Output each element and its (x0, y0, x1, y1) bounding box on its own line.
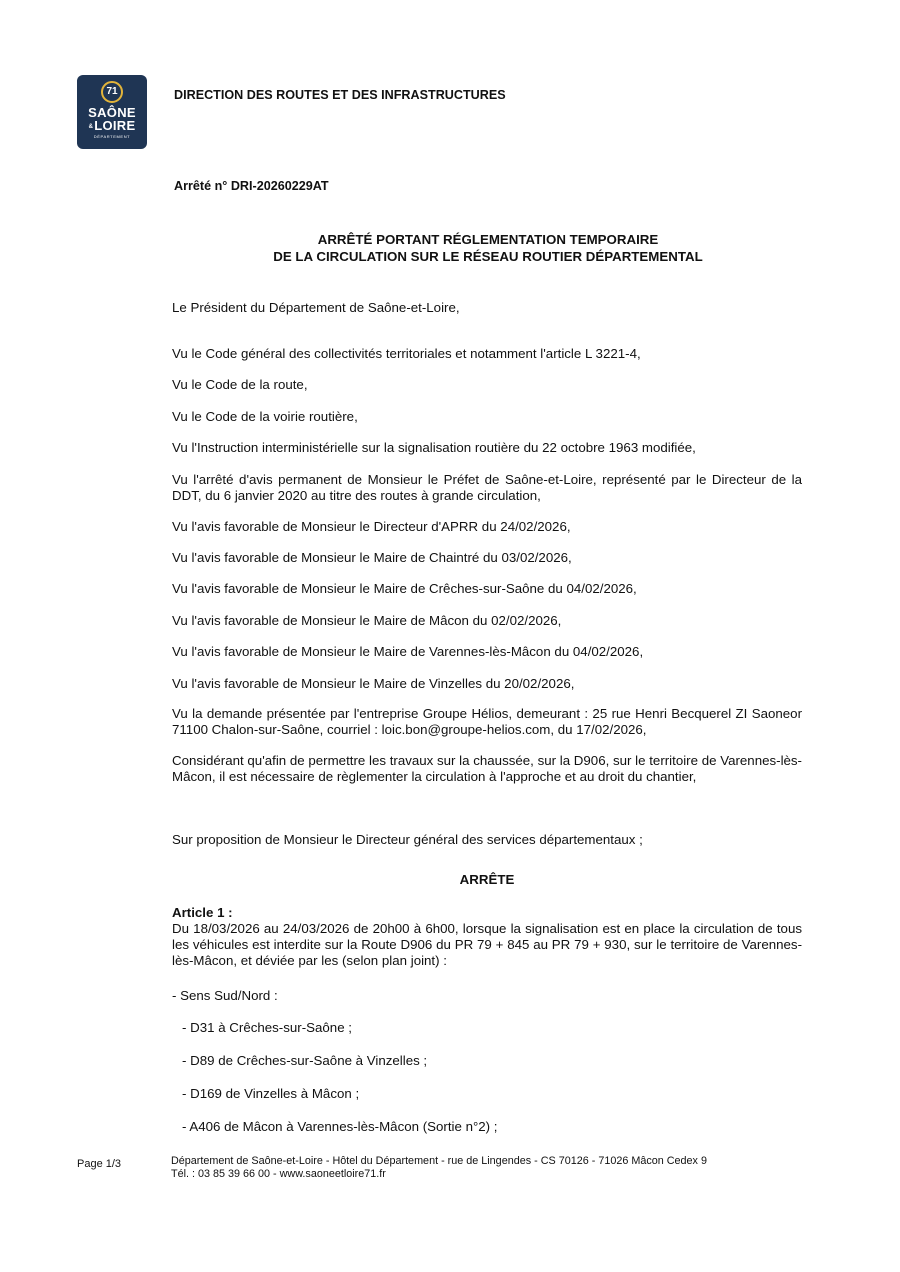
visa-avis-varennes: Vu l'avis favorable de Monsieur le Maire de Varennes-lès-Mâcon du 04/02/2026, (172, 644, 644, 659)
visa-code-voirie: Vu le Code de la voirie routière, (172, 409, 358, 424)
header-direction: DIRECTION DES ROUTES ET DES INFRASTRUCTURES (174, 88, 506, 102)
detour-route-item: - D31 à Crêches-sur-Saône ; (182, 1020, 352, 1035)
document-title-line-2: DE LA CIRCULATION SUR LE RÉSEAU ROUTIER DÉPARTEMENTAL (273, 249, 703, 264)
article-1-direction: - Sens Sud/Nord : (172, 988, 278, 1003)
department-logo (77, 75, 147, 149)
visa-avis-aprr: Vu l'avis favorable de Monsieur le Directeur d'APRR du 24/02/2026, (172, 519, 571, 534)
logo-text-departement: DÉPARTEMENT (93, 133, 131, 139)
proposition-directeur: Sur proposition de Monsieur le Directeur général des services départementaux ; (172, 832, 643, 847)
article-1-text: Du 18/03/2026 au 24/03/2026 de 20h00 à 6h00, lorsque la signalisation est en place la circulation de tous les véhicules est interdite sur la Route D906 du PR 79 + 845 au PR 79 + 930, sur le territoire de Varennes-lès-Mâcon, et déviée par les (selon plan joint) : (172, 921, 802, 968)
footer-address-block (171, 1155, 707, 1181)
document-title-line-1: ARRÊTÉ PORTANT RÉGLEMENTATION TEMPORAIRE (317, 232, 659, 247)
logo-text-loire-word: LOIRE (94, 118, 136, 133)
decision-heading: ARRÊTE (459, 872, 515, 887)
visa-avis-vinzelles: Vu l'avis favorable de Monsieur le Maire de Vinzelles du 20/02/2026, (172, 676, 575, 691)
intro-president: Le Président du Département de Saône-et-Loire, (172, 300, 460, 315)
logo-badge-71: 71 (101, 81, 123, 103)
visa-code-route: Vu le Code de la route, (172, 377, 308, 392)
article-1-title: Article 1 : (172, 905, 233, 920)
considerant-travaux: Considérant qu'afin de permettre les travaux sur la chaussée, sur la D906, sur le territoire de Varennes-lès-Mâcon, il est nécessaire de règlementer la circulation à l'approche et au droit du chantier, (172, 753, 802, 784)
visa-avis-macon: Vu l'avis favorable de Monsieur le Maire de Mâcon du 02/02/2026, (172, 613, 562, 628)
logo-ampersand: & (88, 123, 94, 130)
visa-demande-helios: Vu la demande présentée par l'entreprise Groupe Hélios, demeurant : 25 rue Henri Becquerel ZI Saoneor 71100 Chalon-sur-Saône, courriel : loic.bon@groupe-helios.com, du 17/02/2026, (172, 706, 802, 737)
visa-avis-creches: Vu l'avis favorable de Monsieur le Maire de Crêches-sur-Saône du 04/02/2026, (172, 581, 637, 596)
visa-arrete-prefet: Vu l'arrêté d'avis permanent de Monsieur le Préfet de Saône-et-Loire, représenté par le Directeur de la DDT, du 6 janvier 2020 au titre des routes à grande circulation, (172, 472, 802, 503)
visa-instruction: Vu l'Instruction interministérielle sur la signalisation routière du 22 octobre 1963 modifiée, (172, 440, 696, 455)
detour-route-item: - A406 de Mâcon à Varennes-lès-Mâcon (Sortie n°2) ; (182, 1119, 498, 1134)
logo-text-loire (89, 119, 136, 134)
detour-route-item: - D169 de Vinzelles à Mâcon ; (182, 1086, 360, 1101)
logo-text-saone: SAÔNE (88, 105, 136, 120)
arrete-number: Arrêté n° DRI-20260229AT (174, 179, 329, 193)
footer-page-number: Page 1/3 (77, 1158, 122, 1170)
visa-avis-chaintre: Vu l'avis favorable de Monsieur le Maire de Chaintré du 03/02/2026, (172, 550, 572, 565)
footer-address: Département de Saône-et-Loire - Hôtel du Département - rue de Lingendes - CS 70126 - 71026 Mâcon Cedex 9 (171, 1155, 707, 1167)
detour-route-item: - D89 de Crêches-sur-Saône à Vinzelles ; (182, 1053, 428, 1068)
visa-cgct: Vu le Code général des collectivités territoriales et notamment l'article L 3221-4, (172, 346, 641, 361)
footer-contact: Tél. : 03 85 39 66 00 - www.saoneetloire71.fr (171, 1168, 386, 1180)
